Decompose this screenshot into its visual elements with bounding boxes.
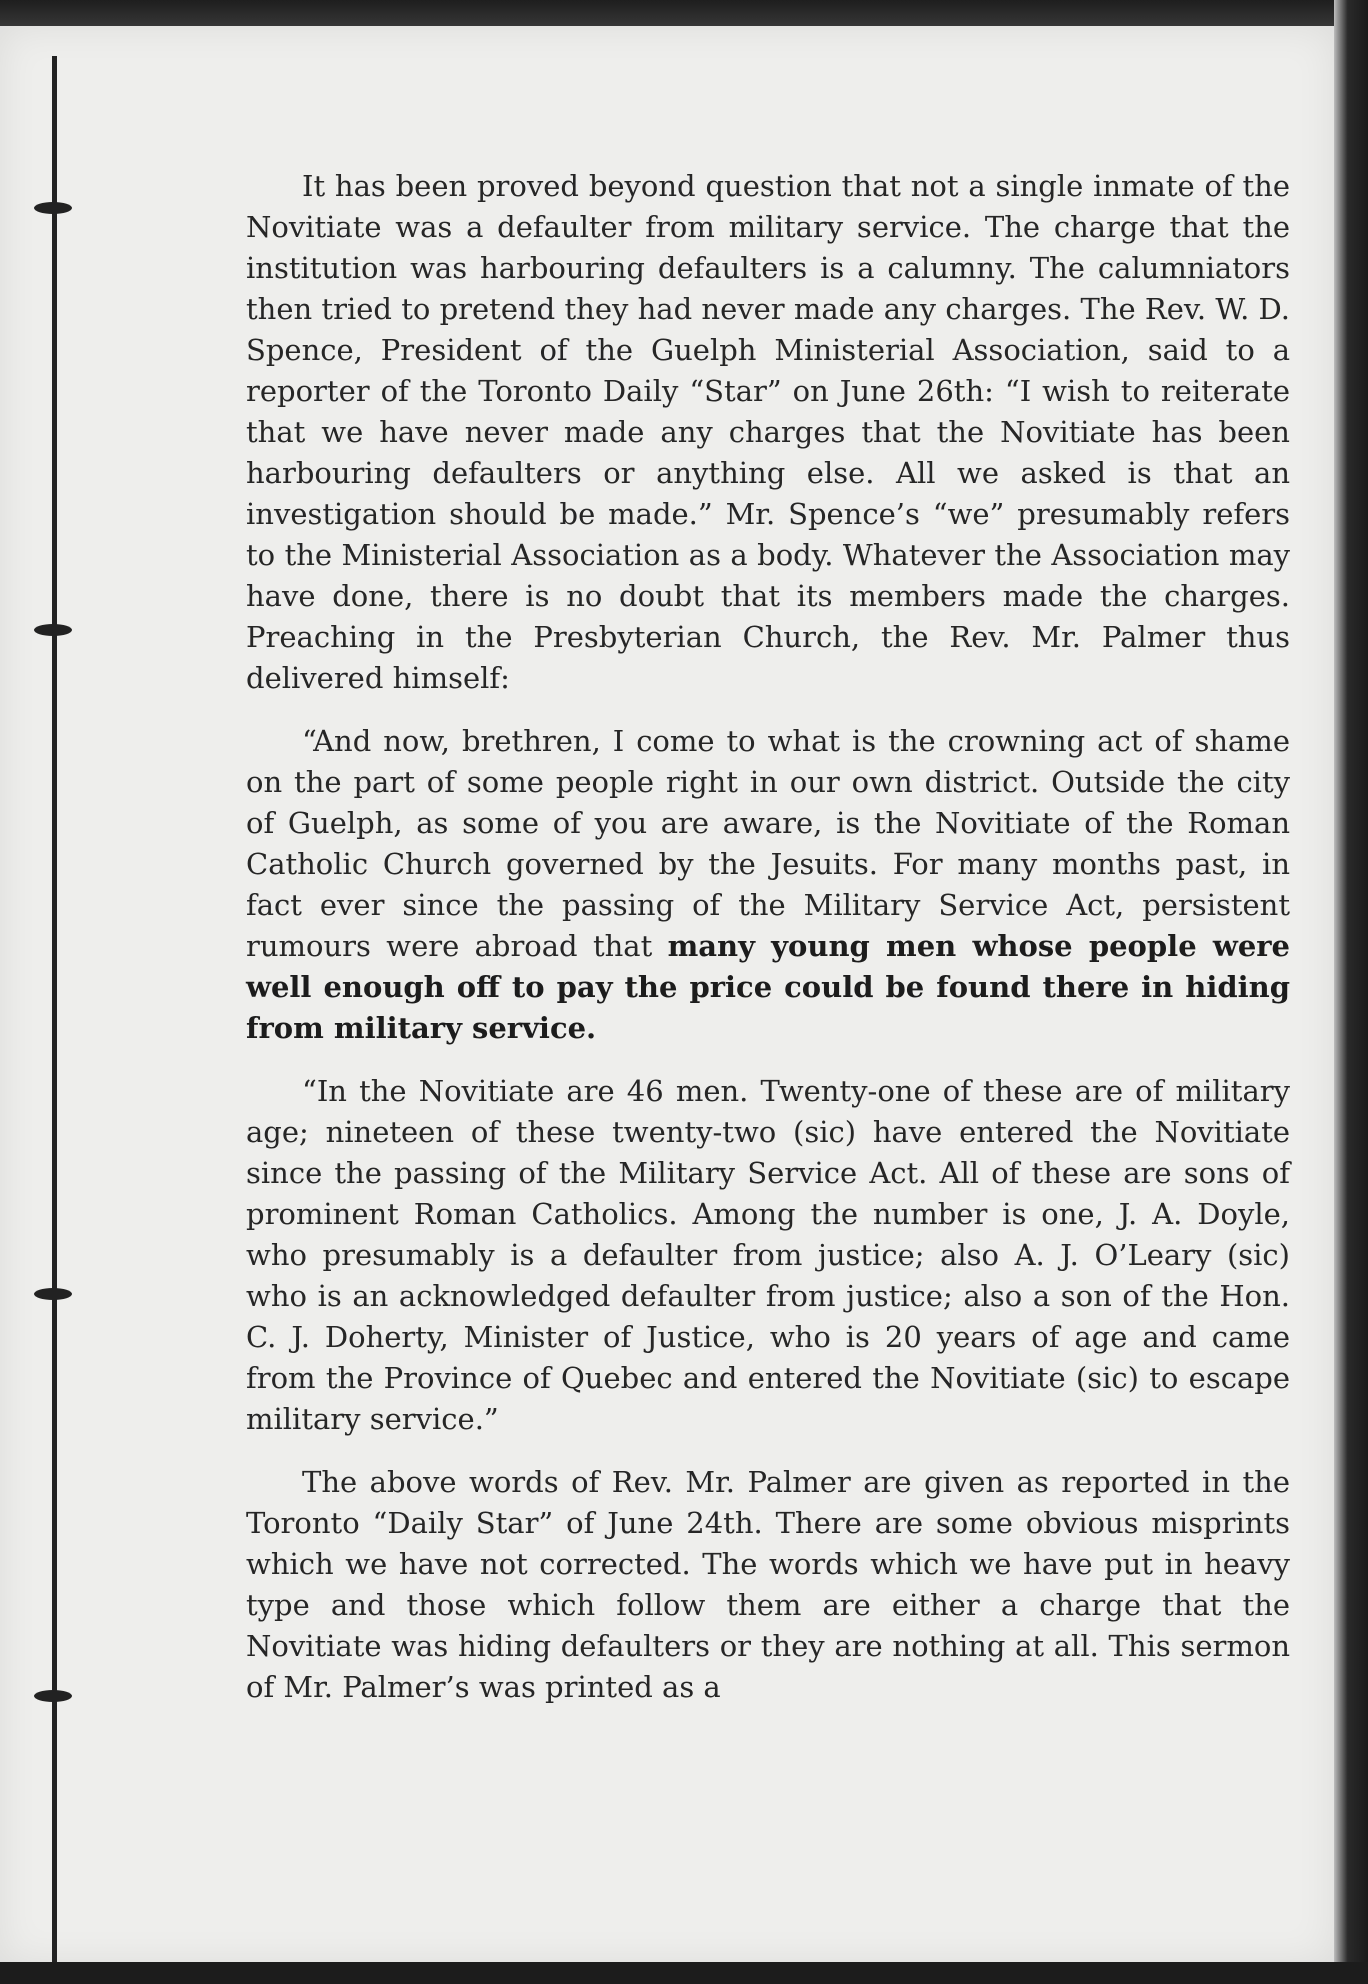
binding-edge [52,56,57,1966]
scan-bottom-border [0,1962,1368,1984]
page-right-edge [1334,0,1368,1984]
paragraph-intro: It has been proved beyond question that not a single inmate of the Novitiate was a defaulter from military service. The charge that the institution was harbouring defaulters is a calumny. The calumniators then tried to pretend they had never made any charges. The Rev. W. D. Spence, President of the Guelph Ministerial Association, said to a reporter of the Toronto Daily “Star” on June 26th: “I wish to reiterate that we have never made any charges that the Novitiate has been harbouring defaulters or anything else. All we asked is that an investigation should be made.” Mr. Spence’s “we” presumably refers to the Ministerial Association as a body. Whatever the Association may have done, there is no doubt that its members made the charges. Preaching in the Presbyterian Church, the Rev. Mr. Palmer thus delivered himself: [246,169,1290,695]
binding-mark [34,1288,72,1300]
quote-sermon-part-1 [246,721,1290,1049]
quote-text: “And now, brethren, I come to what is the crowning act of shame on the part of some people right in our own district. Outside the city of Guelph, as some of you are aware, is the Novitiate of the Roman Catholic Church governed by the Jesuits. For many months past, in fact ever since the passing of the Military Service Act, persistent rumours were abroad that [246,724,1290,963]
binding-mark [34,624,72,636]
quote-sermon-part-2: “In the Novitiate are 46 men. Twenty-one of these are of military age; nineteen of these twenty-two (sic) have entered the Novitiate since the passing of the Military Service Act. All of these are sons of prominent Roman Catholics. Among the number is one, J. A. Doyle, who presumably is a defaulter from justice; also A. J. O’Leary (sic) who is an acknowledged defaulter from justice; also a son of the Hon. C. J. Doherty, Minister of Justice, who is 20 years of age and came from the Province of Quebec and entered the Novitiate (sic) to escape military service.” [246,1074,1290,1436]
paragraph-commentary: The above words of Rev. Mr. Palmer are given as reported in the Toronto “Daily Star” of June 24th. There are some obvious misprints which we have not corrected. The words which we have put in heavy type and those which follow them are either a charge that the Novitiate was hiding defaulters or they are nothing at all. This sermon of Mr. Palmer’s was printed as a [246,1465,1290,1704]
binding-mark [34,1690,72,1702]
book-page [0,26,1334,1964]
heavy-type-text: many young men whose people were well enough off to pay the price could be found there in hiding from military service. [246,929,1290,1045]
binding-mark [34,202,72,214]
page-text [246,166,1290,1730]
